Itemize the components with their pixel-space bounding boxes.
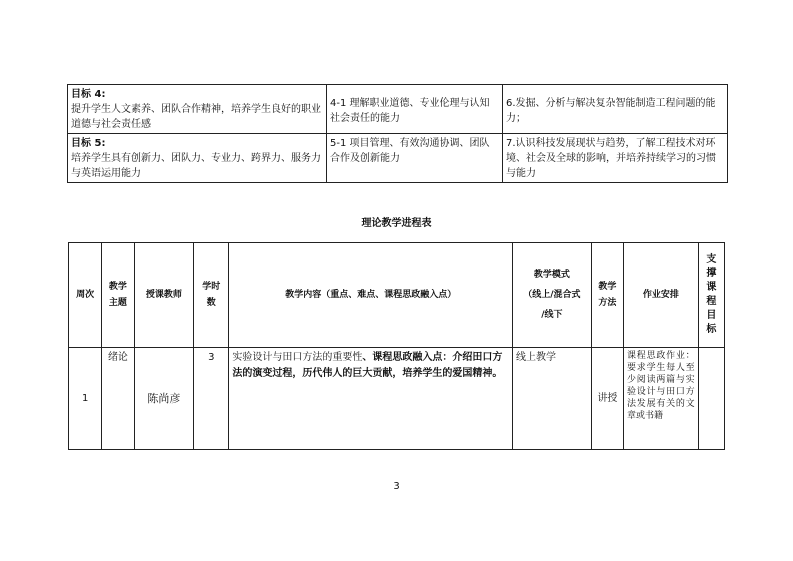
- header-hours: [194, 243, 229, 348]
- content-ideology-point: 、课程思政融入点：介绍田口方法的演变过程，历代伟人的巨大贡献，培养学生的爱国精神。: [232, 352, 503, 379]
- content-plain: 实验设计与田口方法的重要性: [232, 352, 363, 363]
- header-mode-line: （线上/混合式: [523, 290, 581, 300]
- goal-row: [68, 85, 728, 134]
- header-support: [698, 243, 724, 348]
- header-support-char: 撑: [706, 268, 717, 279]
- goal-indicator: 4-1 理解职业道德、专业伦理与认知社会责任的能力: [327, 85, 503, 134]
- header-support-char: 程: [706, 296, 717, 307]
- header-content: 教学内容（重点、难点、课程思政融入点）: [229, 243, 513, 348]
- goal-row: [68, 134, 728, 183]
- header-support-char: 标: [706, 324, 717, 335]
- header-hours-line: 数: [206, 298, 216, 308]
- schedule-title: 理论教学进程表: [361, 218, 432, 229]
- cell-support: [698, 348, 724, 450]
- goal-graduation-requirement: 6.发掘、分析与解决复杂智能制造工程问题的能力；: [503, 85, 728, 134]
- cell-content: [229, 348, 513, 450]
- goal-label: 目标 5:: [71, 138, 106, 149]
- header-teacher: 授课教师: [134, 243, 194, 348]
- cell-mode: 线上教学: [513, 348, 592, 450]
- table-row: [69, 348, 725, 450]
- header-method-line: 方法: [598, 298, 617, 308]
- goal-description: 培养学生具有创新力、团队力、专业力、跨界力、服务力与英语运用能力: [71, 153, 321, 179]
- cell-hours: 3: [194, 348, 229, 450]
- goal-description: 提升学生人文素养、团队合作精神，培养学生良好的职业道德与社会责任感: [71, 104, 321, 130]
- schedule-table: [68, 242, 725, 450]
- goal-indicator: 5-1 项目管理、有效沟通协调、团队合作及创新能力: [327, 134, 503, 183]
- header-topic-line: 主题: [108, 298, 127, 308]
- cell-homework: 课程思政作业：要求学生每人至少阅读两篇与实验设计与田口方法发展有关的文章或书籍: [624, 348, 699, 450]
- cell-week: 1: [69, 348, 102, 450]
- header-topic: [102, 243, 134, 348]
- header-method-line: 教学: [598, 282, 617, 292]
- header-support-char: 目: [706, 310, 717, 321]
- header-week: 周次: [69, 243, 102, 348]
- header-support-char: 课: [706, 282, 717, 293]
- cell-method: 讲授: [591, 348, 623, 450]
- goal-desc-cell: [68, 85, 327, 134]
- page-number: 3: [393, 481, 400, 492]
- cell-topic: 绪论: [102, 348, 134, 450]
- header-support-char: 支: [706, 254, 717, 265]
- header-mode: [513, 243, 592, 348]
- header-hours-line: 学时: [202, 282, 221, 292]
- header-topic-line: 教学: [108, 282, 127, 292]
- header-method: [591, 243, 623, 348]
- goals-table: [67, 84, 728, 183]
- schedule-header-row: [69, 243, 725, 348]
- goal-label: 目标 4:: [71, 89, 106, 100]
- goal-graduation-requirement: 7.认识科技发展现状与趋势，了解工程技术对环境、社会及全球的影响，并培养持续学习的习惯与能力: [503, 134, 728, 183]
- header-mode-line: /线下: [541, 310, 563, 320]
- header-mode-line: 教学模式: [533, 270, 570, 280]
- header-homework: 作业安排: [624, 243, 699, 348]
- cell-teacher: 陈尚彦: [134, 348, 194, 450]
- goal-desc-cell: [68, 134, 327, 183]
